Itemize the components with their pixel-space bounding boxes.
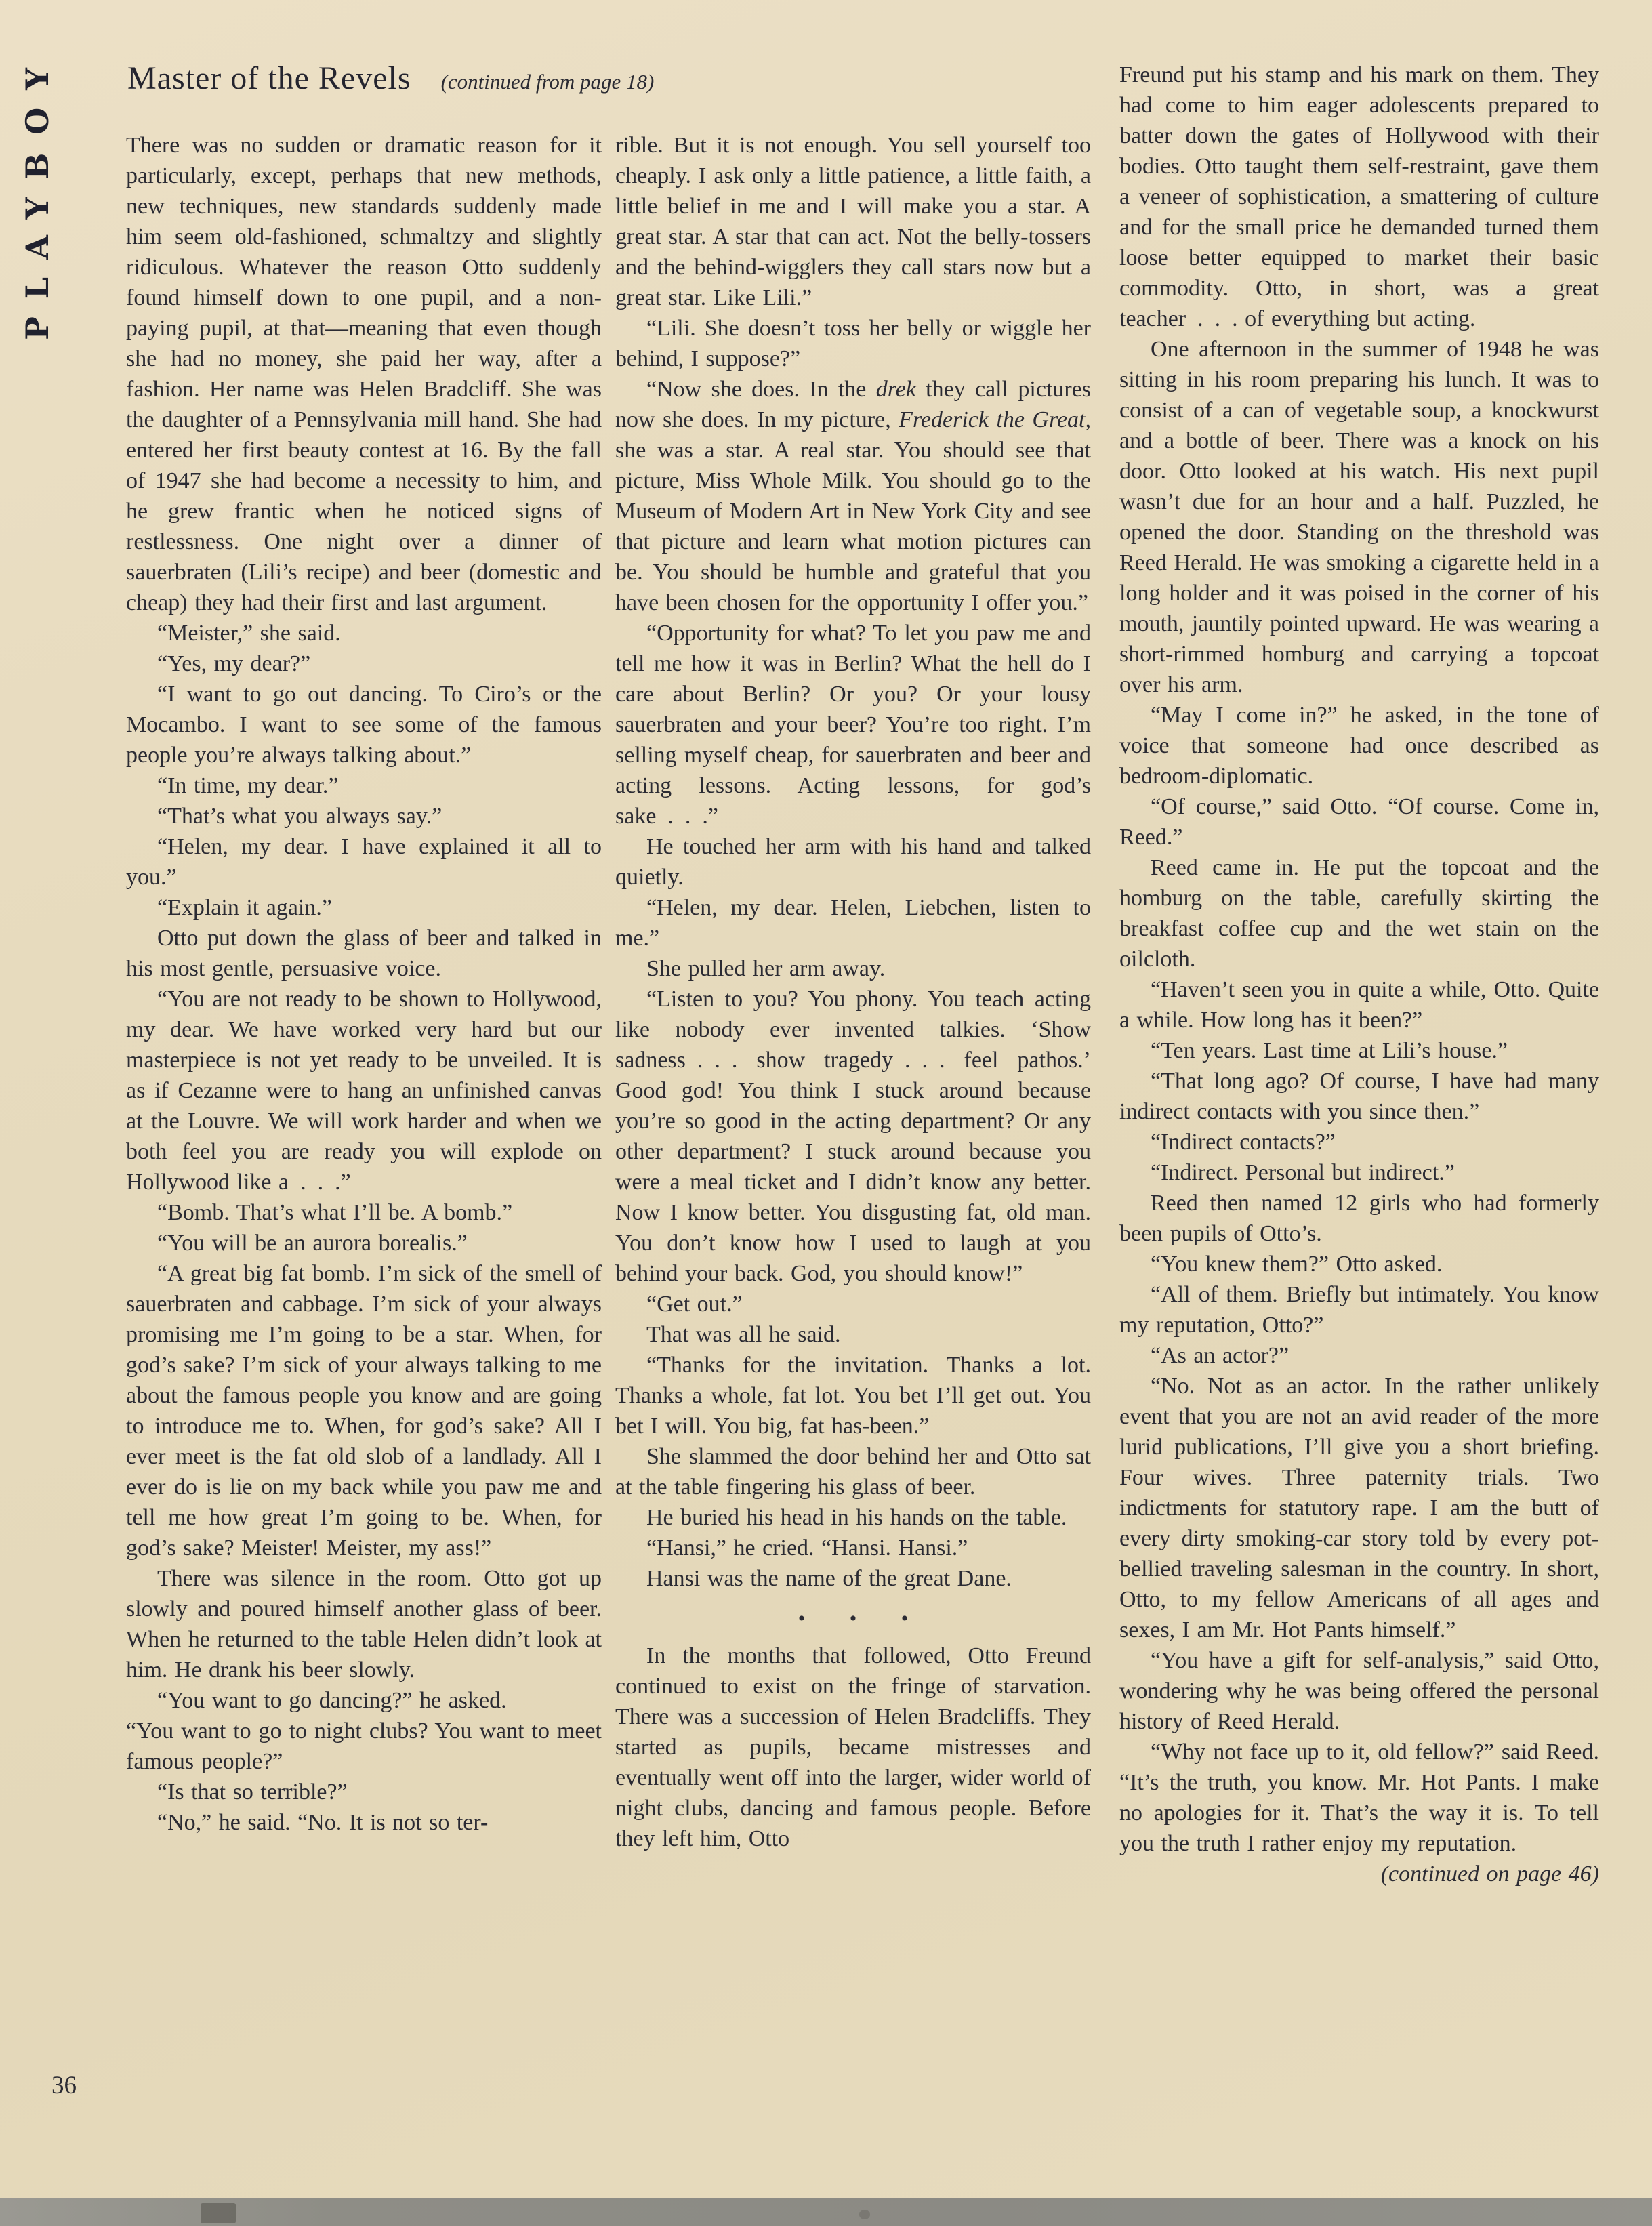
body-paragraph: “Lili. She doesn’t toss her belly or wiggle her behind, I suppose?” bbox=[615, 316, 1091, 371]
body-paragraph: “Meister,” she said. bbox=[157, 621, 341, 646]
body-paragraph: “Haven’t seen you in quite a while, Otto. Quite a while. How long has it been?” bbox=[1119, 977, 1599, 1033]
body-paragraph: “You want to go dancing?” he asked. bbox=[157, 1688, 507, 1713]
body-paragraph: rible. But it is not enough. You sell yourself too cheaply. I ask only a little patience, a little faith, a little belief in me and I will make you a star. A great star. A star that can act. Not the belly-tossers and the behind-wigglers they call stars now but a great star. Like Lili.” bbox=[615, 133, 1091, 310]
body-paragraph: “No. Not as an actor. In the rather unlikely event that you are not an avid reader of the more lurid publications, I’ll give you a short briefing. Four wives. Three paternity trials. Two indictments for statutory rape. I am the butt of every dirty smoking-car story told by every pot-bellied traveling salesman in the country. In short, Otto, to my fellow Americans of all ages and sexes, I am Mr. Hot Pants himself.” bbox=[1119, 1374, 1599, 1643]
continued-on-note: (continued on page 46) bbox=[1380, 1861, 1599, 1887]
body-paragraph: “Ten years. Last time at Lili’s house.” bbox=[1151, 1038, 1508, 1063]
body-paragraph: “As an actor?” bbox=[1151, 1343, 1289, 1368]
section-separator: • • • bbox=[798, 1607, 909, 1630]
body-paragraph: That was all he said. bbox=[646, 1322, 841, 1347]
body-paragraph: “A great big fat bomb. I’m sick of the smell of sauerbraten and cabbage. I’m sick of your always promising me I’m going to be a star. When, for god’s sake? I’m sick of your always talking to me about the famous people you know and are going to introduce me to. When, for god’s sake? All I ever meet is the fat old slob of a landlady. All I ever do is lie on my back while you paw me and tell me how great I’m going to be. When, for god’s sake? Meister! Meister, my ass!” bbox=[126, 1261, 602, 1561]
body-paragraph: “No,” he said. “No. It is not so ter- bbox=[157, 1810, 489, 1835]
body-paragraph: “Is that so terrible?” bbox=[157, 1779, 348, 1805]
magazine-spine-text: PLAYBOY bbox=[19, 50, 56, 340]
body-paragraph: “That long ago? Of course, I have had many indirect contacts with you since then.” bbox=[1119, 1069, 1599, 1124]
body-paragraph: “You have a gift for self-analysis,” said Otto, wondering why he was being offered the personal history of Reed Herald. bbox=[1119, 1648, 1599, 1734]
body-paragraph: Otto put down the glass of beer and talked in his most gentle, persuasive voice. bbox=[126, 926, 602, 981]
body-paragraph: “Of course,” said Otto. “Of course. Come in, Reed.” bbox=[1119, 794, 1599, 850]
body-paragraph: “You want to go to night clubs? You want to meet famous people?” bbox=[126, 1718, 602, 1774]
body-paragraph: Reed then named 12 girls who had formerly been pupils of Otto’s. bbox=[1119, 1191, 1599, 1246]
body-paragraph: “Get out.” bbox=[646, 1292, 743, 1317]
body-paragraph: He touched her arm with his hand and talked quietly. bbox=[615, 834, 1091, 890]
body-paragraph: Freund put his stamp and his mark on them. They had come to him eager adolescents prepared to batter down the gates of Hollywood with their bodies. Otto taught them self-restraint, gave them a veneer of sophistication, a smattering of culture and for the small price he demanded turned them loose better equipped to market their basic commodity. Otto, in short, was a great teacher . . . of everything but acting. bbox=[1119, 62, 1599, 331]
article-title: Master of the Revels bbox=[127, 60, 411, 96]
body-paragraph: “Bomb. That’s what I’ll be. A bomb.” bbox=[157, 1200, 513, 1225]
body-paragraph: “Explain it again.” bbox=[157, 895, 332, 920]
body-paragraph: “Yes, my dear?” bbox=[157, 651, 311, 676]
body-paragraph: “I want to go out dancing. To Ciro’s or the Mocambo. I want to see some of the famous people you’re always talking about.” bbox=[126, 682, 602, 768]
page-number: 36 bbox=[51, 2072, 77, 2099]
body-paragraph: “Helen, my dear. I have explained it all to you.” bbox=[126, 834, 602, 890]
body-paragraph: “Hansi,” he cried. “Hansi. Hansi.” bbox=[646, 1535, 968, 1561]
body-paragraph: “May I come in?” he asked, in the tone of voice that someone had once described as bedroom-diplomatic. bbox=[1119, 703, 1599, 789]
scan-smudge bbox=[859, 2210, 870, 2219]
text-column-3 bbox=[1119, 60, 1599, 1889]
body-paragraph: “Helen, my dear. Helen, Liebchen, listen to me.” bbox=[615, 895, 1091, 951]
body-paragraph: “You knew them?” Otto asked. bbox=[1151, 1252, 1443, 1277]
body-paragraph: “You will be an aurora borealis.” bbox=[157, 1231, 468, 1256]
scan-edge-bottom bbox=[0, 2198, 1652, 2226]
body-paragraph: There was no sudden or dramatic reason for it particularly, except, perhaps that new methods, new techniques, new standards suddenly made him seem old-fashioned, schmaltzy and slightly ridiculous. Whatever the reason Otto suddenly found himself down to one pupil, and a non-paying pupil, at that—meaning that even though she had no money, she paid her way, after a fashion. Her name was Helen Bradcliff. She was the daughter of a Pennsylvania mill hand. She had entered her first beauty contest at 16. By the fall of 1947 she had become a necessity to him, and he grew frantic when he noticed signs of restlessness. One night over a dinner of sauerbraten (Lili’s recipe) and beer (domestic and cheap) they had their first and last argument. bbox=[126, 133, 602, 615]
body-paragraph: “That’s what you always say.” bbox=[157, 804, 442, 829]
text-column-1 bbox=[126, 130, 602, 1838]
body-paragraph: “All of them. Briefly but intimately. You know my reputation, Otto?” bbox=[1119, 1282, 1599, 1338]
body-paragraph: “Why not face up to it, old fellow?” said Reed. “It’s the truth, you know. Mr. Hot Pants. I make no apologies for it. That’s the way it is. To tell you the truth I rather enjoy my reputation. bbox=[1119, 1739, 1599, 1856]
body-paragraph: He buried his head in his hands on the table. bbox=[646, 1505, 1067, 1530]
body-paragraph: “You are not ready to be shown to Hollywood, my dear. We have worked very hard but our masterpiece is not yet ready to be unveiled. It is as if Cezanne were to hang an unfinished canvas at the Louvre. We will work harder and when we both feel you are ready you will explode on Hollywood like a . . .” bbox=[126, 987, 602, 1195]
body-paragraph: “Indirect contacts?” bbox=[1151, 1130, 1336, 1155]
title-continuation-note: (continued from page 18) bbox=[440, 70, 655, 94]
text-column-2 bbox=[615, 130, 1091, 1854]
body-paragraph: “Opportunity for what? To let you paw me and tell me how it was in Berlin? What the hell do I care about Berlin? Or you? Or your lousy sauerbraten and your beer? You’re too right. I’m selling myself cheap, for sauerbraten and beer and acting lessons. Acting lessons, for god’s sake . . .” bbox=[615, 621, 1091, 829]
scan-smudge bbox=[201, 2203, 236, 2223]
body-paragraph: “Now she does. In the drek they call pictures now she does. In my picture, Frederick the Great, she was a star. A real star. You should see that picture, Miss Whole Milk. You should go to the Museum of Modern Art in New York City and see that picture and learn what motion pictures can be. You should be humble and grateful that you have been chosen for the opportunity I offer you.” bbox=[615, 377, 1091, 615]
body-paragraph: “Indirect. Personal but indirect.” bbox=[1151, 1160, 1455, 1185]
body-paragraph: Reed came in. He put the topcoat and the homburg on the table, carefully skirting the breakfast coffee cup and the wet stain on the oilcloth. bbox=[1119, 855, 1599, 972]
body-paragraph: “Thanks for the invitation. Thanks a lot. Thanks a whole, fat lot. You bet I’ll get out. You bet I will. You big, fat has-been.” bbox=[615, 1353, 1091, 1439]
body-paragraph: In the months that followed, Otto Freund continued to exist on the fringe of starvation. There was a succession of Helen Bradcliffs. They started as pupils, became mistresses and eventually went off into the larger, wider world of night clubs, dancing and famous people. Before they left him, Otto bbox=[615, 1643, 1091, 1851]
body-paragraph: Hansi was the name of the great Dane. bbox=[646, 1566, 1012, 1591]
body-paragraph: “In time, my dear.” bbox=[157, 773, 339, 798]
body-paragraph: She pulled her arm away. bbox=[646, 956, 886, 981]
body-paragraph: “Listen to you? You phony. You teach acting like nobody ever invented talkies. ‘Show sadness . . . show tragedy . . . feel pathos.’ Good god! You think I stuck around because you’re so good in the acting department? Or any other department? I stuck around because you were a meal ticket and I didn’t know any better. Now I know better. You disgusting fat, old man. You don’t know how I used to laugh at you behind your back. God, you should know!” bbox=[615, 987, 1091, 1286]
article-header bbox=[127, 60, 654, 97]
body-paragraph: She slammed the door behind her and Otto sat at the table fingering his glass of beer. bbox=[615, 1444, 1091, 1500]
body-paragraph: One afternoon in the summer of 1948 he was sitting in his room preparing his lunch. It was to consist of a can of vegetable soup, a knockwurst and a bottle of beer. There was a knock on his door. Otto looked at his watch. His next pupil wasn’t due for an hour and a half. Puzzled, he opened the door. Standing on the threshold was Reed Herald. He was smoking a cigarette held in a long holder and it was poised in the corner of his mouth, jauntily pointed upward. He was wearing a short-rimmed homburg and carrying a topcoat over his arm. bbox=[1119, 337, 1599, 697]
body-paragraph: There was silence in the room. Otto got up slowly and poured himself another glass of beer. When he returned to the table Helen didn’t look at him. He drank his beer slowly. bbox=[126, 1566, 602, 1683]
